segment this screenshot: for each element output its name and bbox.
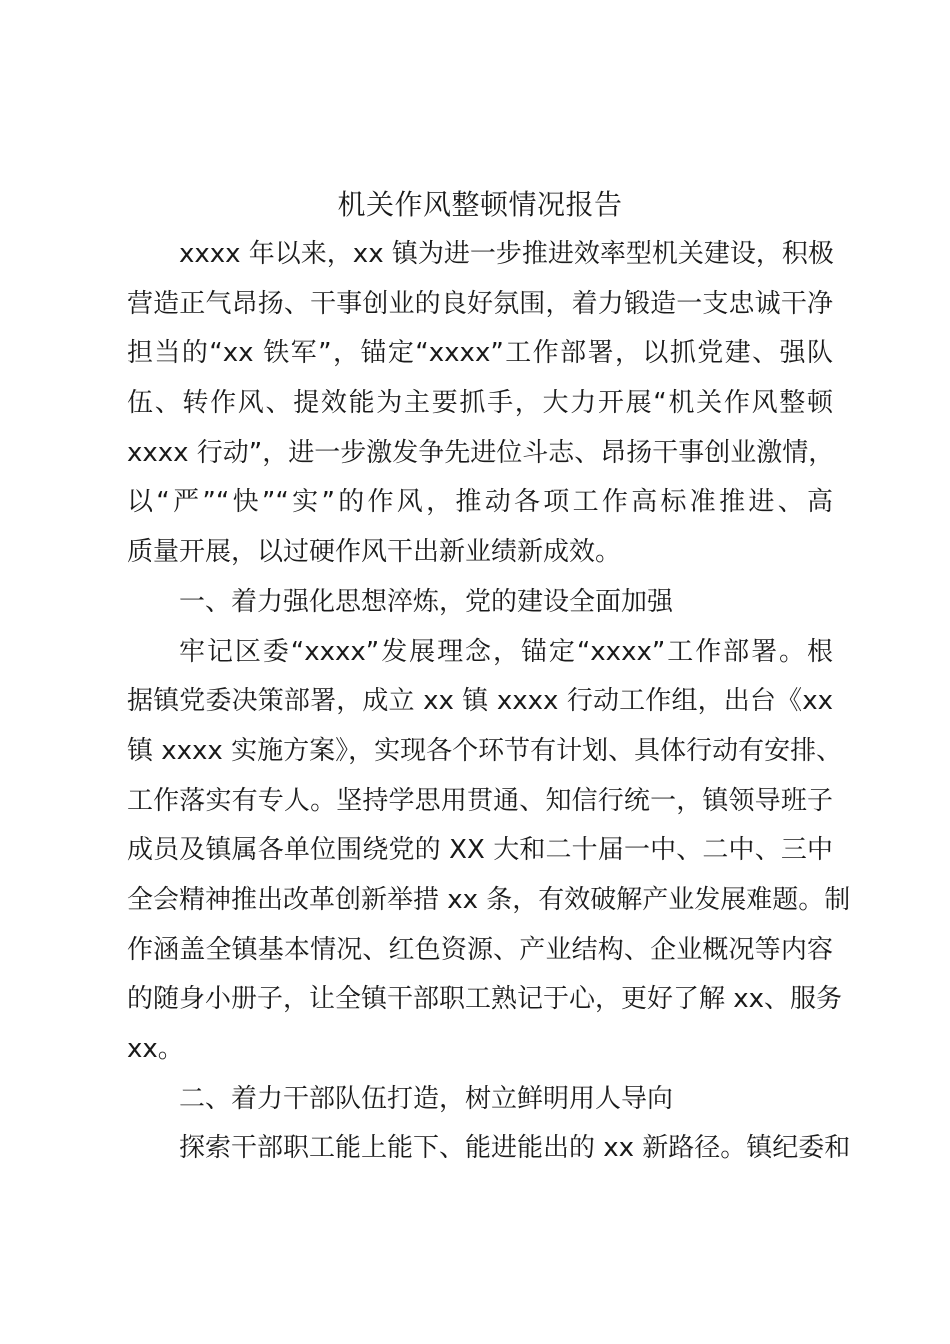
intro-line-6: 以“严”“快”“实”的作风，推动各项工作高标准推进、高	[127, 487, 833, 518]
section-2	[127, 1075, 851, 1174]
intro-paragraph	[127, 230, 833, 578]
section-2-line-1: 探索干部职工能上能下、能进能出的 xx 新路径。镇纪委和	[179, 1133, 851, 1164]
intro-line-4: 伍、转作风、提效能为主要抓手，大力开展“机关作风整顿	[127, 388, 833, 419]
intro-line-7: 质量开展，以过硬作风干出新业绩新成效。	[127, 537, 622, 568]
section-1-line-8: 的随身小册子，让全镇干部职工熟记于心，更好了解 xx、服务	[127, 984, 843, 1015]
section-1	[127, 578, 851, 1075]
section-1-line-4: 工作落实有专人。坚持学思用贯通、知信行统一，镇领导班子	[127, 785, 833, 816]
section-1-line-3: 镇 xxxx 实施方案》，实现各个环节有计划、具体行动有安排、	[127, 735, 843, 766]
section-1-line-2: 据镇党委决策部署，成立 xx 镇 xxxx 行动工作组，出台《xx	[127, 686, 833, 717]
section-2-heading: 二、着力干部队伍打造，树立鲜明用人导向	[179, 1083, 674, 1114]
section-1-line-9: xx。	[127, 1034, 184, 1064]
section-1-line-6: 全会精神推出改革创新举措 xx 条，有效破解产业发展难题。制	[127, 884, 851, 915]
section-1-line-7: 作涵盖全镇基本情况、红色资源、产业结构、企业概况等内容	[127, 934, 833, 965]
intro-line-2: 营造正气昂扬、干事创业的良好氛围，着力锻造一支忠诚干净	[127, 288, 833, 319]
document-page	[127, 180, 851, 1174]
intro-line-3: 担当的“xx 铁军”，锚定“xxxx”工作部署，以抓党建、强队	[127, 338, 833, 369]
intro-line-5: xxxx 行动”，进一步激发争先进位斗志、昂扬干事创业激情，	[127, 437, 835, 468]
section-1-heading: 一、着力强化思想淬炼，党的建设全面加强	[179, 586, 674, 617]
section-1-line-5: 成员及镇属各单位围绕党的 XX 大和二十届一中、二中、三中	[127, 835, 833, 866]
intro-line-1: xxxx 年以来，xx 镇为进一步推进效率型机关建设，积极	[179, 239, 834, 269]
section-1-line-1: 牢记区委“xxxx”发展理念，锚定“xxxx”工作部署。根	[179, 636, 833, 667]
document-title: 机关作风整顿情况报告	[337, 188, 623, 221]
